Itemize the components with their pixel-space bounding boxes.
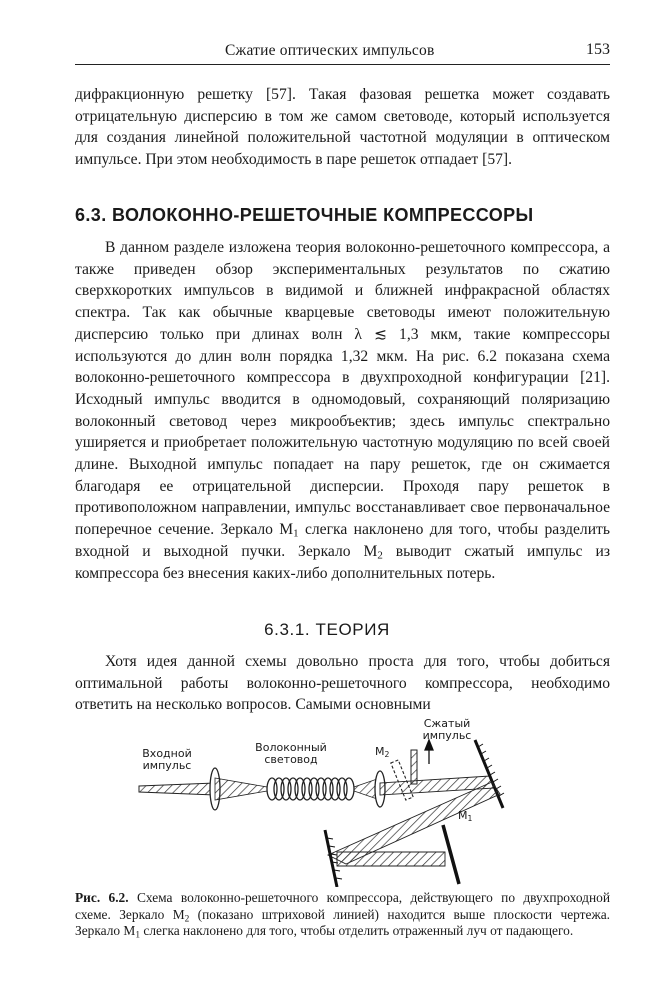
label-mirror-m1: $M_1$ bbox=[458, 809, 473, 823]
fiber-coil bbox=[267, 778, 354, 800]
label-fiber: Волоконный световод bbox=[255, 741, 327, 766]
paragraph-theory bbox=[75, 651, 610, 716]
input-beam bbox=[139, 783, 215, 795]
figure-caption: Рис. 6.2. Схема волоконно-решеточного компрессора, действующего по двухпроходной схеме. Зеркало $M_2$ (показано штриховой линией) находится выше плоскости чертежа. Зеркало $M_1$ слегка наклонено для того, чтобы отделить отраженный луч от падающего. bbox=[75, 890, 611, 941]
output-arrow bbox=[425, 740, 433, 764]
caption-label: Рис. 6.2. bbox=[75, 890, 129, 905]
paragraph-text: дифракционную решетку [57]. Такая фазовая решетка может создавать отрицательную дисперсию в том же самом световоде, который используется для создания линейной положительной частотной модуляции в оптическом импульсе. При этом необходимость в паре решеток отпадает [57]. bbox=[75, 86, 610, 169]
compressor-diagram bbox=[75, 712, 615, 887]
running-head: Сжатие оптических импульсов bbox=[225, 42, 435, 59]
input-focus-cone bbox=[215, 778, 267, 800]
paragraph-section bbox=[75, 237, 610, 584]
label-input-pulse: Входной импульс bbox=[142, 747, 192, 772]
paragraph-text: В данном разделе изложена теория волоконно-решеточного компрессора, а также приведен обзор экспериментальных результатов по сжатию сверхкоротких импульсов в видимой и ближней инфракрасной областях спектра. Так как обычные кварцевые световоды имеют положительную дисперсию только при длинах волн λ ≲ 1,3 мкм, такие компрессоры используются до длин волн порядка 1,32 мкм. На рис. 6.2 показана схема волоконно-решеточного компрессора в двухпроходной конфигурации [21]. Исходный импульс вводится в одномодовый, сохраняющий поляризацию волоконный световод через микрообъектив; здесь импульс спектрально уширяется и приобретает положительную частотную модуляцию по всей своей длине. Выходной импульс попадает на пару решеток, где он сжимается благодаря ее отрицательной дисперсии. Проходя пару решеток в противоположном направлении, импульс восстанавливает свое первоначальное поперечное сечение. Зеркало $M_1$ слегка наклонено для того, чтобы разделить входной и выходной пучки. Зеркало $M_2$ выводит сжатый импульс из компрессора без внесения каких-либо дополнительных потерь. bbox=[75, 239, 610, 582]
diagram-drawing bbox=[75, 712, 615, 887]
label-output-pulse: Сжатый импульс bbox=[422, 717, 472, 742]
paragraph-intro bbox=[75, 84, 610, 171]
paragraph-text: Хотя идея данной схемы довольно проста для того, чтобы добиться оптимальной работы волоконно-решеточного компрессора, необходимо ответить на несколько вопросов. Самыми основными bbox=[75, 653, 610, 714]
beam-to-m1 bbox=[337, 852, 445, 866]
subsection-title: 6.3.1. ТЕОРИЯ bbox=[264, 620, 390, 639]
page-number: 153 bbox=[586, 41, 610, 58]
page-header bbox=[75, 40, 610, 65]
section-title: 6.3. ВОЛОКОННО-РЕШЕТОЧНЫЕ КОМПРЕССОРЫ bbox=[75, 205, 534, 225]
output-mirror bbox=[411, 750, 417, 784]
label-mirror-m2: $M_2$ bbox=[375, 745, 390, 759]
